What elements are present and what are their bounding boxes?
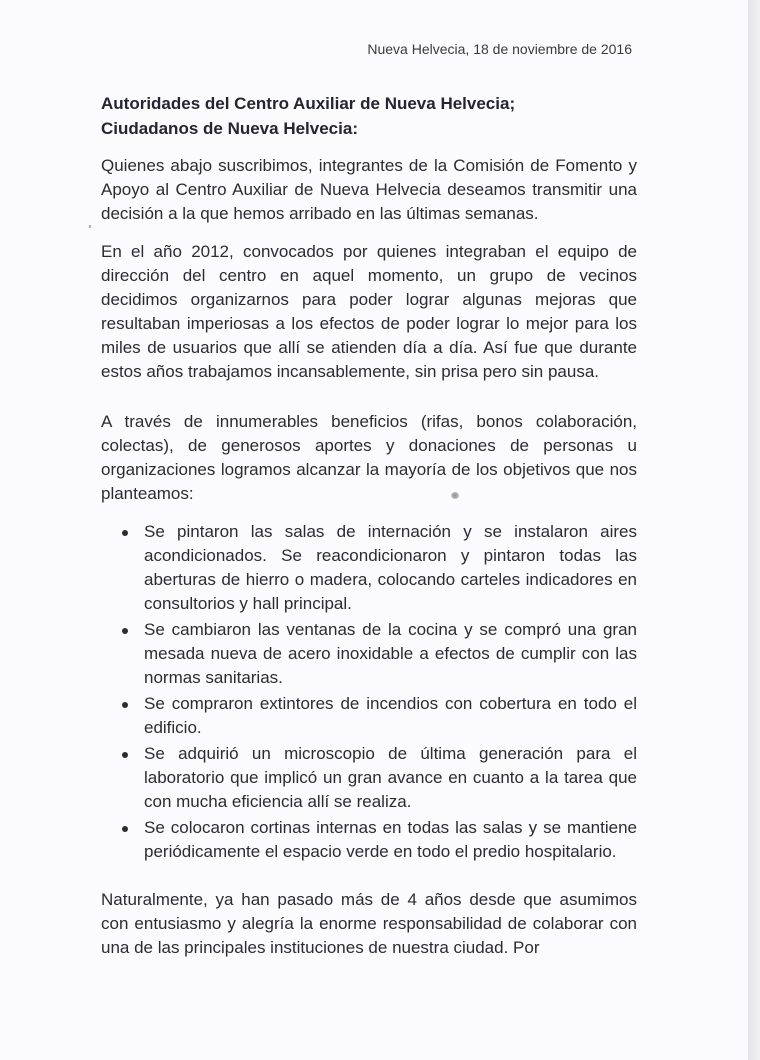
list-item-text: Se compraron extintores de incendios con cobertura en todo el edificio.: [144, 694, 637, 737]
salutation-line-citizens: Ciudadanos de Nueva Helvecia:: [101, 119, 358, 138]
bullet-icon: [122, 826, 128, 832]
list-item-text: Se adquirió un microscopio de última generación para el laboratorio que implicó un gran avance en cuanto a la tarea que con mucha eficiencia allí se realiza.: [144, 744, 637, 811]
intro-paragraph: Quienes abajo suscribimos, integrantes de la Comisión de Fomento y Apoyo al Centro Auxiliar de Nueva Helvecia deseamos transmitir una decisión a la que hemos arribado en las últimas semanas.: [101, 156, 637, 223]
list-item: [101, 618, 637, 690]
achievements-intro-paragraph: A través de innumerables beneficios (rifas, bonos colaboración, colectas), de generosos aportes y donaciones de personas u organizaciones logramos alcanzar la mayoría de los objetivos que nos planteamos:: [101, 412, 637, 503]
paper-speck: [89, 225, 91, 228]
letter-date: Nueva Helvecia, 18 de noviembre de 2016: [367, 41, 632, 57]
bullet-icon: [122, 752, 128, 758]
list-item: [101, 816, 637, 864]
list-item: [101, 742, 637, 814]
bullet-icon: [122, 628, 128, 634]
page-edge: [748, 0, 760, 1060]
salutation-line-authorities: Autoridades del Centro Auxiliar de Nueva Helvecia;: [101, 94, 516, 113]
list-item: [101, 692, 637, 740]
list-item: [101, 520, 637, 616]
list-item-text: Se colocaron cortinas internas en todas las salas y se mantiene periódicamente el espacio verde en todo el predio hospitalario.: [144, 818, 637, 861]
history-paragraph: En el año 2012, convocados por quienes integraban el equipo de dirección del centro en aquel momento, un grupo de vecinos decidimos organizarnos para poder lograr algunas mejoras que resultaban imperiosas a los efectos de poder lograr lo mejor para los miles de usuarios que allí se atienden día a día. Así fue que durante estos años trabajamos incansablemente, sin prisa pero sin pausa.: [101, 242, 637, 381]
bullet-icon: [122, 530, 128, 536]
list-item-text: Se pintaron las salas de internación y se instalaron aires acondicionados. Se reacondicionaron y pintaron todas las aberturas de hierro o madera, colocando carteles indicadores en consultorios y hall principal.: [144, 522, 637, 613]
letter-salutation: [101, 91, 661, 141]
list-item-text: Se cambiaron las ventanas de la cocina y se compró una gran mesada nueva de acero inoxidable a efectos de cumplir con las normas sanitarias.: [144, 620, 637, 687]
bullet-icon: [122, 702, 128, 708]
closing-paragraph: Naturalmente, ya han pasado más de 4 años desde que asumimos con entusiasmo y alegría la enorme responsabilidad de colaborar con una de las principales instituciones de nuestra ciudad. Por: [101, 890, 637, 957]
achievements-list: [101, 520, 637, 866]
paper-speck: [451, 492, 459, 499]
